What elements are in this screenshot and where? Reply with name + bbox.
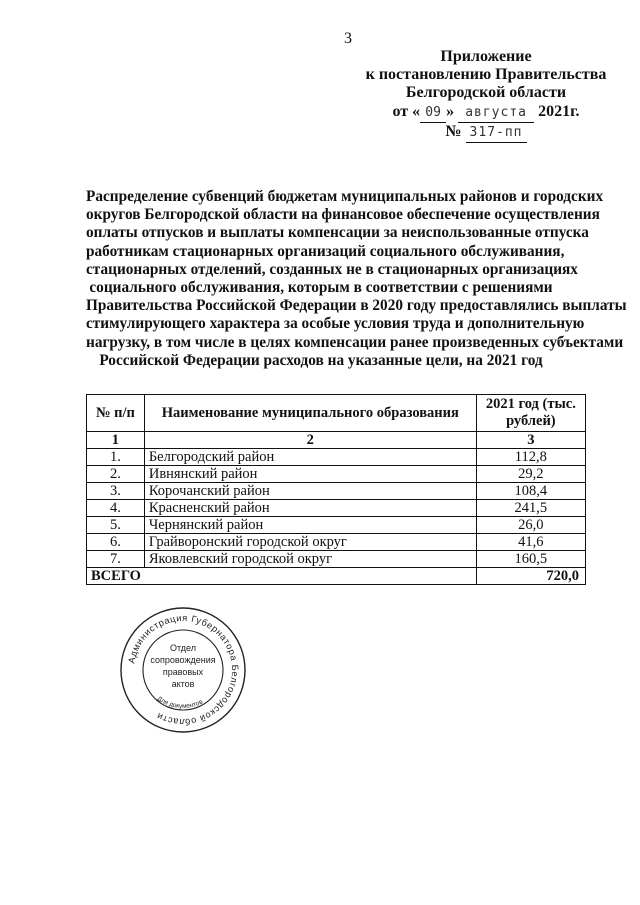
row-value: 26,0 [476,517,585,534]
title-line: оплаты отпусков и выплаты компенсации за неиспользованные отпуска [86,224,589,242]
appendix-resolution: к постановлению Правительства [365,66,607,83]
table-row [87,466,586,483]
row-value: 29,2 [476,466,585,483]
table-row [87,534,586,551]
stamp-center-line: актов [171,679,195,689]
title-line: работникам стационарных организаций социального обслуживания, [86,242,565,260]
title-line: нагрузку, в том числе в целях компенсации ранее произведенных субъектами [86,333,624,351]
date-day: 09 [420,104,446,123]
table-row [87,551,586,568]
title-line: социального обслуживания, которым в соответствии с решениями [89,279,553,297]
header-value: 2021 год (тыс. рублей) [476,395,585,432]
stamp-seal [118,605,248,735]
title-line: Распределение субвенций бюджетам муниципальных районов и городских [86,188,604,205]
total-row [87,568,586,585]
appendix-region: Белгородской области [405,84,567,101]
row-number: 5. [87,517,145,534]
page-number: 3 [344,30,352,47]
column-numbering-row [87,432,586,449]
row-name: Чернянский район [144,517,476,534]
title-line: округов Белгородской области на финансовое обеспечение осуществления [86,206,600,224]
row-value: 108,4 [476,483,585,500]
stamp-center-line: Отдел [169,643,197,653]
stamp-ring-text: Администрация Губернатора Белгородской области [126,612,241,728]
official-stamp [118,605,248,735]
row-name: Белгородский район [144,449,476,466]
header-name: Наименование муниципального образования [144,395,476,432]
appendix-header [356,48,616,143]
table-row [87,500,586,517]
column-number: 3 [476,432,585,449]
title-line: Российской Федерации расходов на указанные цели, на 2021 год [99,351,543,369]
row-number: 1. [87,449,145,466]
document-title [86,188,627,370]
appendix-date: от « 09 » августа 2021г. [356,103,616,123]
row-name: Корочанский район [144,483,476,500]
stamp-center-line: сопровождения [150,655,216,665]
total-label: ВСЕГО [87,568,477,585]
table-row [87,517,586,534]
row-name: Ивнянский район [144,466,476,483]
title-line: стимулирующего характера за особые условия труда и дополнительную [86,315,585,333]
row-value: 112,8 [476,449,585,466]
stamp-bottom-text: Для документов [155,695,204,711]
appendix-title: Приложение [440,48,532,65]
row-number: 4. [87,500,145,517]
row-name: Яковлевский городской округ [144,551,476,568]
row-value: 160,5 [476,551,585,568]
stamp-center-line: правовых [162,667,204,677]
row-name: Грайворонский городской округ [144,534,476,551]
table-header-row [87,395,586,432]
table-row [87,449,586,466]
row-value: 241,5 [476,500,585,517]
row-value: 41,6 [476,534,585,551]
header-number: № п/п [87,395,145,432]
row-number: 3. [87,483,145,500]
resolution-number: 317-пп [466,124,527,143]
subsidy-table [86,394,586,585]
date-month: августа [458,104,534,123]
row-number: 2. [87,466,145,483]
total-value: 720,0 [476,568,585,585]
column-number: 2 [144,432,476,449]
table-row [87,483,586,500]
row-name: Красненский район [144,500,476,517]
row-number: 6. [87,534,145,551]
title-line: стационарных отделений, созданных не в стационарных организациях [86,260,578,278]
row-number: 7. [87,551,145,568]
date-year: 2021г. [538,103,580,120]
appendix-number: № 317-пп [356,123,616,143]
title-line: Правительства Российской Федерации в 2020 году предоставлялись выплаты [86,297,627,315]
column-number: 1 [87,432,145,449]
